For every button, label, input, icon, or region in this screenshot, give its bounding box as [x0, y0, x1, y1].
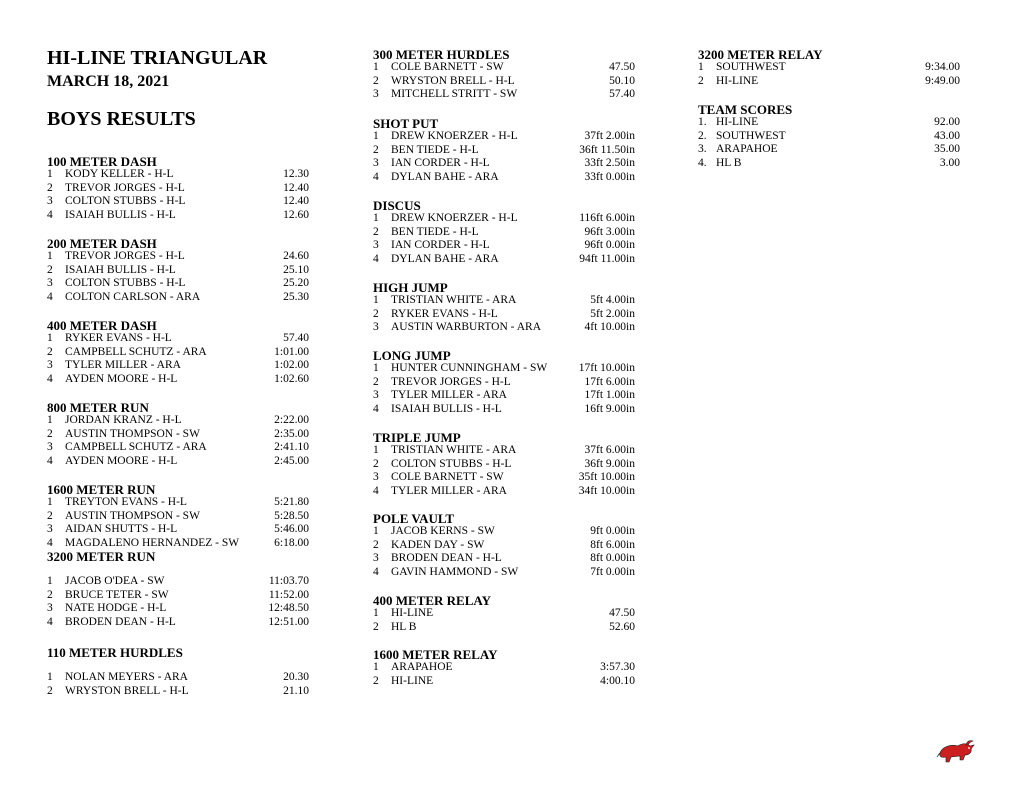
result-name: IAN CORDER - H-L [391, 239, 490, 252]
result-row [47, 441, 309, 455]
result-place: 2 [373, 620, 379, 633]
result-mark: 2:45.00 [274, 454, 309, 467]
result-row [47, 523, 309, 537]
result-place: 2 [373, 538, 379, 551]
result-row [47, 277, 309, 291]
result-name: HI-LINE [391, 674, 434, 687]
result-row [373, 525, 635, 539]
result-mark: 36ft 11.50in [579, 143, 635, 156]
result-row [373, 308, 635, 322]
event-section [373, 431, 635, 498]
result-place: 1. [698, 116, 707, 128]
result-name: NOLAN MEYERS - ARA [65, 671, 188, 683]
result-row [47, 575, 309, 589]
event-section [373, 199, 635, 266]
event-section [698, 103, 960, 170]
result-name: JACOB KERNS - SW [391, 525, 495, 537]
result-row [373, 661, 635, 675]
event-heading: DISCUS [373, 198, 421, 213]
event-section [698, 48, 960, 88]
result-row [373, 253, 635, 267]
event-heading: 3200 METER RELAY [698, 47, 823, 62]
result-name: HI-LINE [716, 116, 759, 128]
result-row [373, 362, 635, 376]
result-mark: 12.30 [283, 168, 309, 180]
result-name: WRYSTON BRELL - H-L [65, 684, 189, 697]
result-row [47, 455, 309, 469]
result-mark: 11:03.70 [268, 575, 309, 587]
section-title: BOYS RESULTS [47, 108, 196, 130]
result-name: AIDAN SHUTTS - H-L [65, 523, 178, 536]
result-mark: 9ft 0.00in [590, 525, 635, 537]
event-section [47, 550, 309, 629]
result-name: JORDAN KRANZ - H-L [65, 414, 182, 426]
result-row [47, 209, 309, 223]
result-name: HL B [391, 620, 417, 633]
result-place: 1 [47, 332, 53, 344]
result-row [698, 75, 960, 89]
result-name: WRYSTON BRELL - H-L [391, 74, 515, 87]
event-heading: 300 METER HURDLES [373, 47, 510, 62]
result-mark: 11:52.00 [268, 588, 309, 601]
result-row [47, 250, 309, 264]
result-name: TREVOR JORGES - H-L [65, 250, 185, 262]
result-row [47, 510, 309, 524]
result-mark: 9:34.00 [925, 61, 960, 73]
result-name: COLTON STUBBS - H-L [65, 277, 186, 290]
event-heading: POLE VAULT [373, 511, 455, 526]
result-name: MITCHELL STRITT - SW [391, 88, 518, 101]
event-heading: TEAM SCORES [698, 102, 793, 117]
result-name: DREW KNOERZER - H-L [391, 130, 518, 142]
result-name: ARAPAHOE [716, 143, 778, 156]
event-section [47, 646, 309, 698]
event-section [373, 281, 635, 335]
result-name: TRISTIAN WHITE - ARA [391, 294, 517, 306]
result-place: 2 [373, 674, 379, 687]
result-place: 2 [47, 427, 53, 440]
event-section [373, 594, 635, 634]
result-name: ISAIAH BULLIS - H-L [65, 208, 176, 221]
result-mark: 47.50 [609, 61, 635, 73]
event-heading: LONG JUMP [373, 348, 451, 363]
result-mark: 25.30 [283, 290, 309, 303]
result-place: 4 [47, 454, 53, 467]
result-place: 3 [47, 523, 53, 536]
result-name: AUSTIN THOMPSON - SW [65, 509, 200, 522]
result-place: 3 [373, 88, 379, 101]
result-row [47, 428, 309, 442]
result-row [47, 616, 309, 630]
result-mark: 25.10 [283, 263, 309, 276]
result-name: HL B [716, 156, 742, 169]
result-name: COLE BARNETT - SW [391, 61, 504, 73]
result-name: CAMPBELL SCHUTZ - ARA [65, 345, 207, 358]
result-place: 1 [373, 61, 379, 73]
event-heading: HIGH JUMP [373, 280, 448, 295]
result-mark: 6:18.00 [274, 536, 309, 549]
result-name: BRODEN DEAN - H-L [391, 552, 502, 565]
result-mark: 8ft 6.00in [590, 538, 635, 551]
result-row [47, 264, 309, 278]
result-mark: 12.40 [283, 195, 309, 208]
event-heading: 800 METER RUN [47, 400, 149, 415]
result-name: ARAPAHOE [391, 661, 453, 673]
result-mark: 8ft 0.00in [590, 552, 635, 565]
result-name: TREVOR JORGES - H-L [65, 181, 185, 194]
result-mark: 3:57.30 [600, 661, 635, 673]
result-name: RYKER EVANS - H-L [391, 307, 498, 320]
result-place: 4 [373, 402, 379, 415]
result-row [373, 321, 635, 335]
result-mark: 5:46.00 [274, 523, 309, 536]
result-mark: 4ft 10.00in [584, 321, 635, 334]
event-section [47, 483, 309, 550]
event-section [373, 349, 635, 416]
result-name: AUSTIN THOMPSON - SW [65, 427, 200, 440]
result-place: 4 [47, 290, 53, 303]
result-place: 2 [47, 509, 53, 522]
event-heading: 3200 METER RUN [47, 549, 156, 564]
result-mark: 5ft 2.00in [590, 307, 635, 320]
result-row [373, 376, 635, 390]
event-heading: 400 METER RELAY [373, 593, 491, 608]
result-row [47, 291, 309, 305]
result-place: 1 [373, 130, 379, 142]
result-row [373, 212, 635, 226]
result-place: 3 [373, 389, 379, 402]
result-row [47, 346, 309, 360]
result-row [47, 414, 309, 428]
result-mark: 43.00 [934, 129, 960, 142]
result-place: 2 [373, 225, 379, 238]
result-row [47, 195, 309, 209]
result-place: 2 [47, 181, 53, 194]
result-place: 2 [698, 74, 704, 87]
result-place: 2 [373, 143, 379, 156]
result-place: 1 [47, 496, 53, 508]
result-row [373, 157, 635, 171]
result-mark: 57.40 [609, 88, 635, 101]
result-place: 3 [47, 195, 53, 208]
page-title: HI-LINE TRIANGULAR [47, 47, 268, 69]
result-row [373, 61, 635, 75]
result-mark: 12:48.50 [268, 602, 309, 615]
result-place: 3. [698, 143, 707, 156]
result-mark: 16ft 9.00in [584, 402, 635, 415]
result-row [373, 389, 635, 403]
result-mark: 2:22.00 [274, 414, 309, 426]
result-mark: 96ft 3.00in [584, 225, 635, 238]
result-name: HI-LINE [716, 74, 759, 87]
event-heading: 1600 METER RELAY [373, 647, 498, 662]
result-row [698, 61, 960, 75]
result-place: 4 [373, 484, 379, 497]
result-row [47, 671, 309, 685]
result-name: COLTON STUBBS - H-L [391, 457, 512, 470]
result-place: 4 [373, 565, 379, 578]
result-row [373, 621, 635, 635]
result-mark: 3.00 [939, 156, 960, 169]
result-name: TRISTIAN WHITE - ARA [391, 444, 517, 456]
result-row [373, 239, 635, 253]
result-name: CAMPBELL SCHUTZ - ARA [65, 441, 207, 454]
result-name: ISAIAH BULLIS - H-L [391, 402, 502, 415]
meet-date: MARCH 18, 2021 [47, 73, 170, 90]
result-place: 1 [373, 444, 379, 456]
result-row [373, 75, 635, 89]
result-mark: 33ft 0.00in [584, 170, 635, 183]
result-row [373, 566, 635, 580]
result-name: RYKER EVANS - H-L [65, 332, 172, 344]
result-row [373, 458, 635, 472]
result-mark: 5ft 4.00in [590, 294, 635, 306]
result-mark: 21.10 [283, 684, 309, 697]
result-mark: 9:49.00 [925, 74, 960, 87]
result-place: 3 [47, 602, 53, 615]
result-place: 4 [47, 536, 53, 549]
result-place: 3 [373, 157, 379, 170]
result-name: KADEN DAY - SW [391, 538, 485, 551]
result-name: DYLAN BAHE - ARA [391, 170, 499, 183]
result-name: KODY KELLER - H-L [65, 168, 174, 180]
result-name: HUNTER CUNNINGHAM - SW [391, 362, 548, 374]
result-place: 4. [698, 156, 707, 169]
bull-logo-icon [936, 733, 976, 765]
result-place: 4 [47, 372, 53, 385]
result-mark: 37ft 6.00in [584, 444, 635, 456]
result-row [698, 130, 960, 144]
result-row [373, 485, 635, 499]
result-place: 2 [47, 684, 53, 697]
result-place: 1 [47, 575, 53, 587]
result-place: 1 [373, 294, 379, 306]
result-row [373, 130, 635, 144]
result-row [47, 168, 309, 182]
result-place: 1 [373, 212, 379, 224]
result-mark: 17ft 6.00in [584, 375, 635, 388]
result-name: TREVOR JORGES - H-L [391, 375, 511, 388]
result-name: DREW KNOERZER - H-L [391, 212, 518, 224]
result-mark: 92.00 [934, 116, 960, 128]
result-row [373, 539, 635, 553]
result-place: 4 [373, 252, 379, 265]
result-mark: 50.10 [609, 74, 635, 87]
event-section [373, 48, 635, 102]
result-mark: 116ft 6.00in [579, 212, 635, 224]
result-place: 1 [47, 250, 53, 262]
result-row [373, 171, 635, 185]
result-mark: 47.50 [609, 607, 635, 619]
result-place: 3 [47, 359, 53, 372]
result-row [373, 444, 635, 458]
result-name: HI-LINE [391, 607, 434, 619]
result-name: AUSTIN WARBURTON - ARA [391, 321, 541, 334]
result-name: NATE HODGE - H-L [65, 602, 167, 615]
result-place: 3 [373, 239, 379, 252]
event-heading: 110 METER HURDLES [47, 645, 183, 660]
result-name: SOUTHWEST [716, 129, 786, 142]
result-place: 4 [373, 170, 379, 183]
result-mark: 36ft 9.00in [584, 457, 635, 470]
result-row [373, 471, 635, 485]
result-name: COLTON CARLSON - ARA [65, 290, 201, 303]
result-place: 2 [47, 588, 53, 601]
result-place: 2 [373, 74, 379, 87]
result-mark: 94ft 11.00in [579, 252, 635, 265]
result-row [373, 294, 635, 308]
result-mark: 2:35.00 [274, 427, 309, 440]
result-name: TYLER MILLER - ARA [391, 389, 507, 402]
result-name: TYLER MILLER - ARA [391, 484, 507, 497]
result-row [373, 403, 635, 417]
result-name: COLTON STUBBS - H-L [65, 195, 186, 208]
result-mark: 7ft 0.00in [590, 565, 635, 578]
event-section [47, 155, 309, 222]
result-mark: 1:02.00 [274, 359, 309, 372]
result-name: ISAIAH BULLIS - H-L [65, 263, 176, 276]
event-section [373, 648, 635, 688]
result-row [373, 552, 635, 566]
event-heading: TRIPLE JUMP [373, 430, 461, 445]
result-place: 2 [373, 307, 379, 320]
result-mark: 24.60 [283, 250, 309, 262]
result-place: 1 [47, 671, 53, 683]
result-row [47, 182, 309, 196]
result-place: 2 [47, 263, 53, 276]
result-mark: 20.30 [283, 671, 309, 683]
result-mark: 33ft 2.50in [584, 157, 635, 170]
result-row [373, 144, 635, 158]
result-place: 3 [47, 441, 53, 454]
result-place: 4 [47, 615, 53, 628]
event-heading: 1600 METER RUN [47, 482, 156, 497]
result-row [373, 675, 635, 689]
result-row [373, 88, 635, 102]
result-mark: 12.60 [283, 208, 309, 221]
result-row [373, 226, 635, 240]
event-section [373, 117, 635, 184]
result-row [47, 685, 309, 699]
result-mark: 37ft 2.00in [584, 130, 635, 142]
result-name: BEN TIEDE - H-L [391, 225, 479, 238]
result-row [47, 359, 309, 373]
result-name: IAN CORDER - H-L [391, 157, 490, 170]
result-place: 1 [373, 607, 379, 619]
event-heading: 100 METER DASH [47, 154, 157, 169]
result-place: 3 [47, 277, 53, 290]
result-row [47, 332, 309, 346]
result-mark: 17ft 1.00in [584, 389, 635, 402]
result-name: JACOB O'DEA - SW [65, 575, 165, 587]
result-mark: 96ft 0.00in [584, 239, 635, 252]
result-place: 4 [47, 208, 53, 221]
result-name: COLE BARNETT - SW [391, 471, 504, 484]
result-row [47, 602, 309, 616]
result-place: 2 [373, 457, 379, 470]
result-place: 3 [373, 321, 379, 334]
result-place: 3 [373, 552, 379, 565]
result-name: TREYTON EVANS - H-L [65, 496, 187, 508]
result-name: AYDEN MOORE - H-L [65, 372, 178, 385]
result-place: 1 [373, 362, 379, 374]
result-name: GAVIN HAMMOND - SW [391, 565, 519, 578]
event-heading: 200 METER DASH [47, 236, 157, 251]
result-name: AYDEN MOORE - H-L [65, 454, 178, 467]
result-mark: 2:41.10 [274, 441, 309, 454]
result-name: BEN TIEDE - H-L [391, 143, 479, 156]
result-mark: 4:00.10 [600, 674, 635, 687]
result-name: BRODEN DEAN - H-L [65, 615, 176, 628]
result-name: DYLAN BAHE - ARA [391, 252, 499, 265]
result-mark: 25.20 [283, 277, 309, 290]
event-heading: 400 METER DASH [47, 318, 157, 333]
result-place: 2. [698, 129, 707, 142]
event-heading: SHOT PUT [373, 116, 439, 131]
event-section [47, 319, 309, 386]
result-place: 1 [698, 61, 704, 73]
result-mark: 12.40 [283, 181, 309, 194]
result-mark: 57.40 [283, 332, 309, 344]
result-row [698, 157, 960, 171]
result-row [698, 116, 960, 130]
event-section [47, 401, 309, 468]
result-mark: 35.00 [934, 143, 960, 156]
result-mark: 17ft 10.00in [578, 362, 635, 374]
event-section [47, 237, 309, 304]
result-name: MAGDALENO HERNANDEZ - SW [65, 536, 240, 549]
result-place: 1 [373, 525, 379, 537]
result-row [47, 373, 309, 387]
result-row [698, 143, 960, 157]
result-mark: 1:01.00 [274, 345, 309, 358]
result-mark: 52.60 [609, 620, 635, 633]
result-mark: 34ft 10.00in [578, 484, 635, 497]
event-section [373, 512, 635, 579]
result-mark: 5:28.50 [274, 509, 309, 522]
result-place: 1 [47, 168, 53, 180]
result-mark: 35ft 10.00in [578, 471, 635, 484]
result-name: SOUTHWEST [716, 61, 786, 73]
result-place: 1 [47, 414, 53, 426]
result-place: 1 [373, 661, 379, 673]
result-row [373, 607, 635, 621]
result-mark: 5:21.80 [274, 496, 309, 508]
result-place: 2 [47, 345, 53, 358]
result-name: BRUCE TETER - SW [65, 588, 169, 601]
result-mark: 1:02.60 [274, 372, 309, 385]
result-name: TYLER MILLER - ARA [65, 359, 181, 372]
result-mark: 12:51.00 [268, 615, 309, 628]
result-place: 3 [373, 471, 379, 484]
result-row [47, 589, 309, 603]
result-place: 2 [373, 375, 379, 388]
result-row [47, 496, 309, 510]
